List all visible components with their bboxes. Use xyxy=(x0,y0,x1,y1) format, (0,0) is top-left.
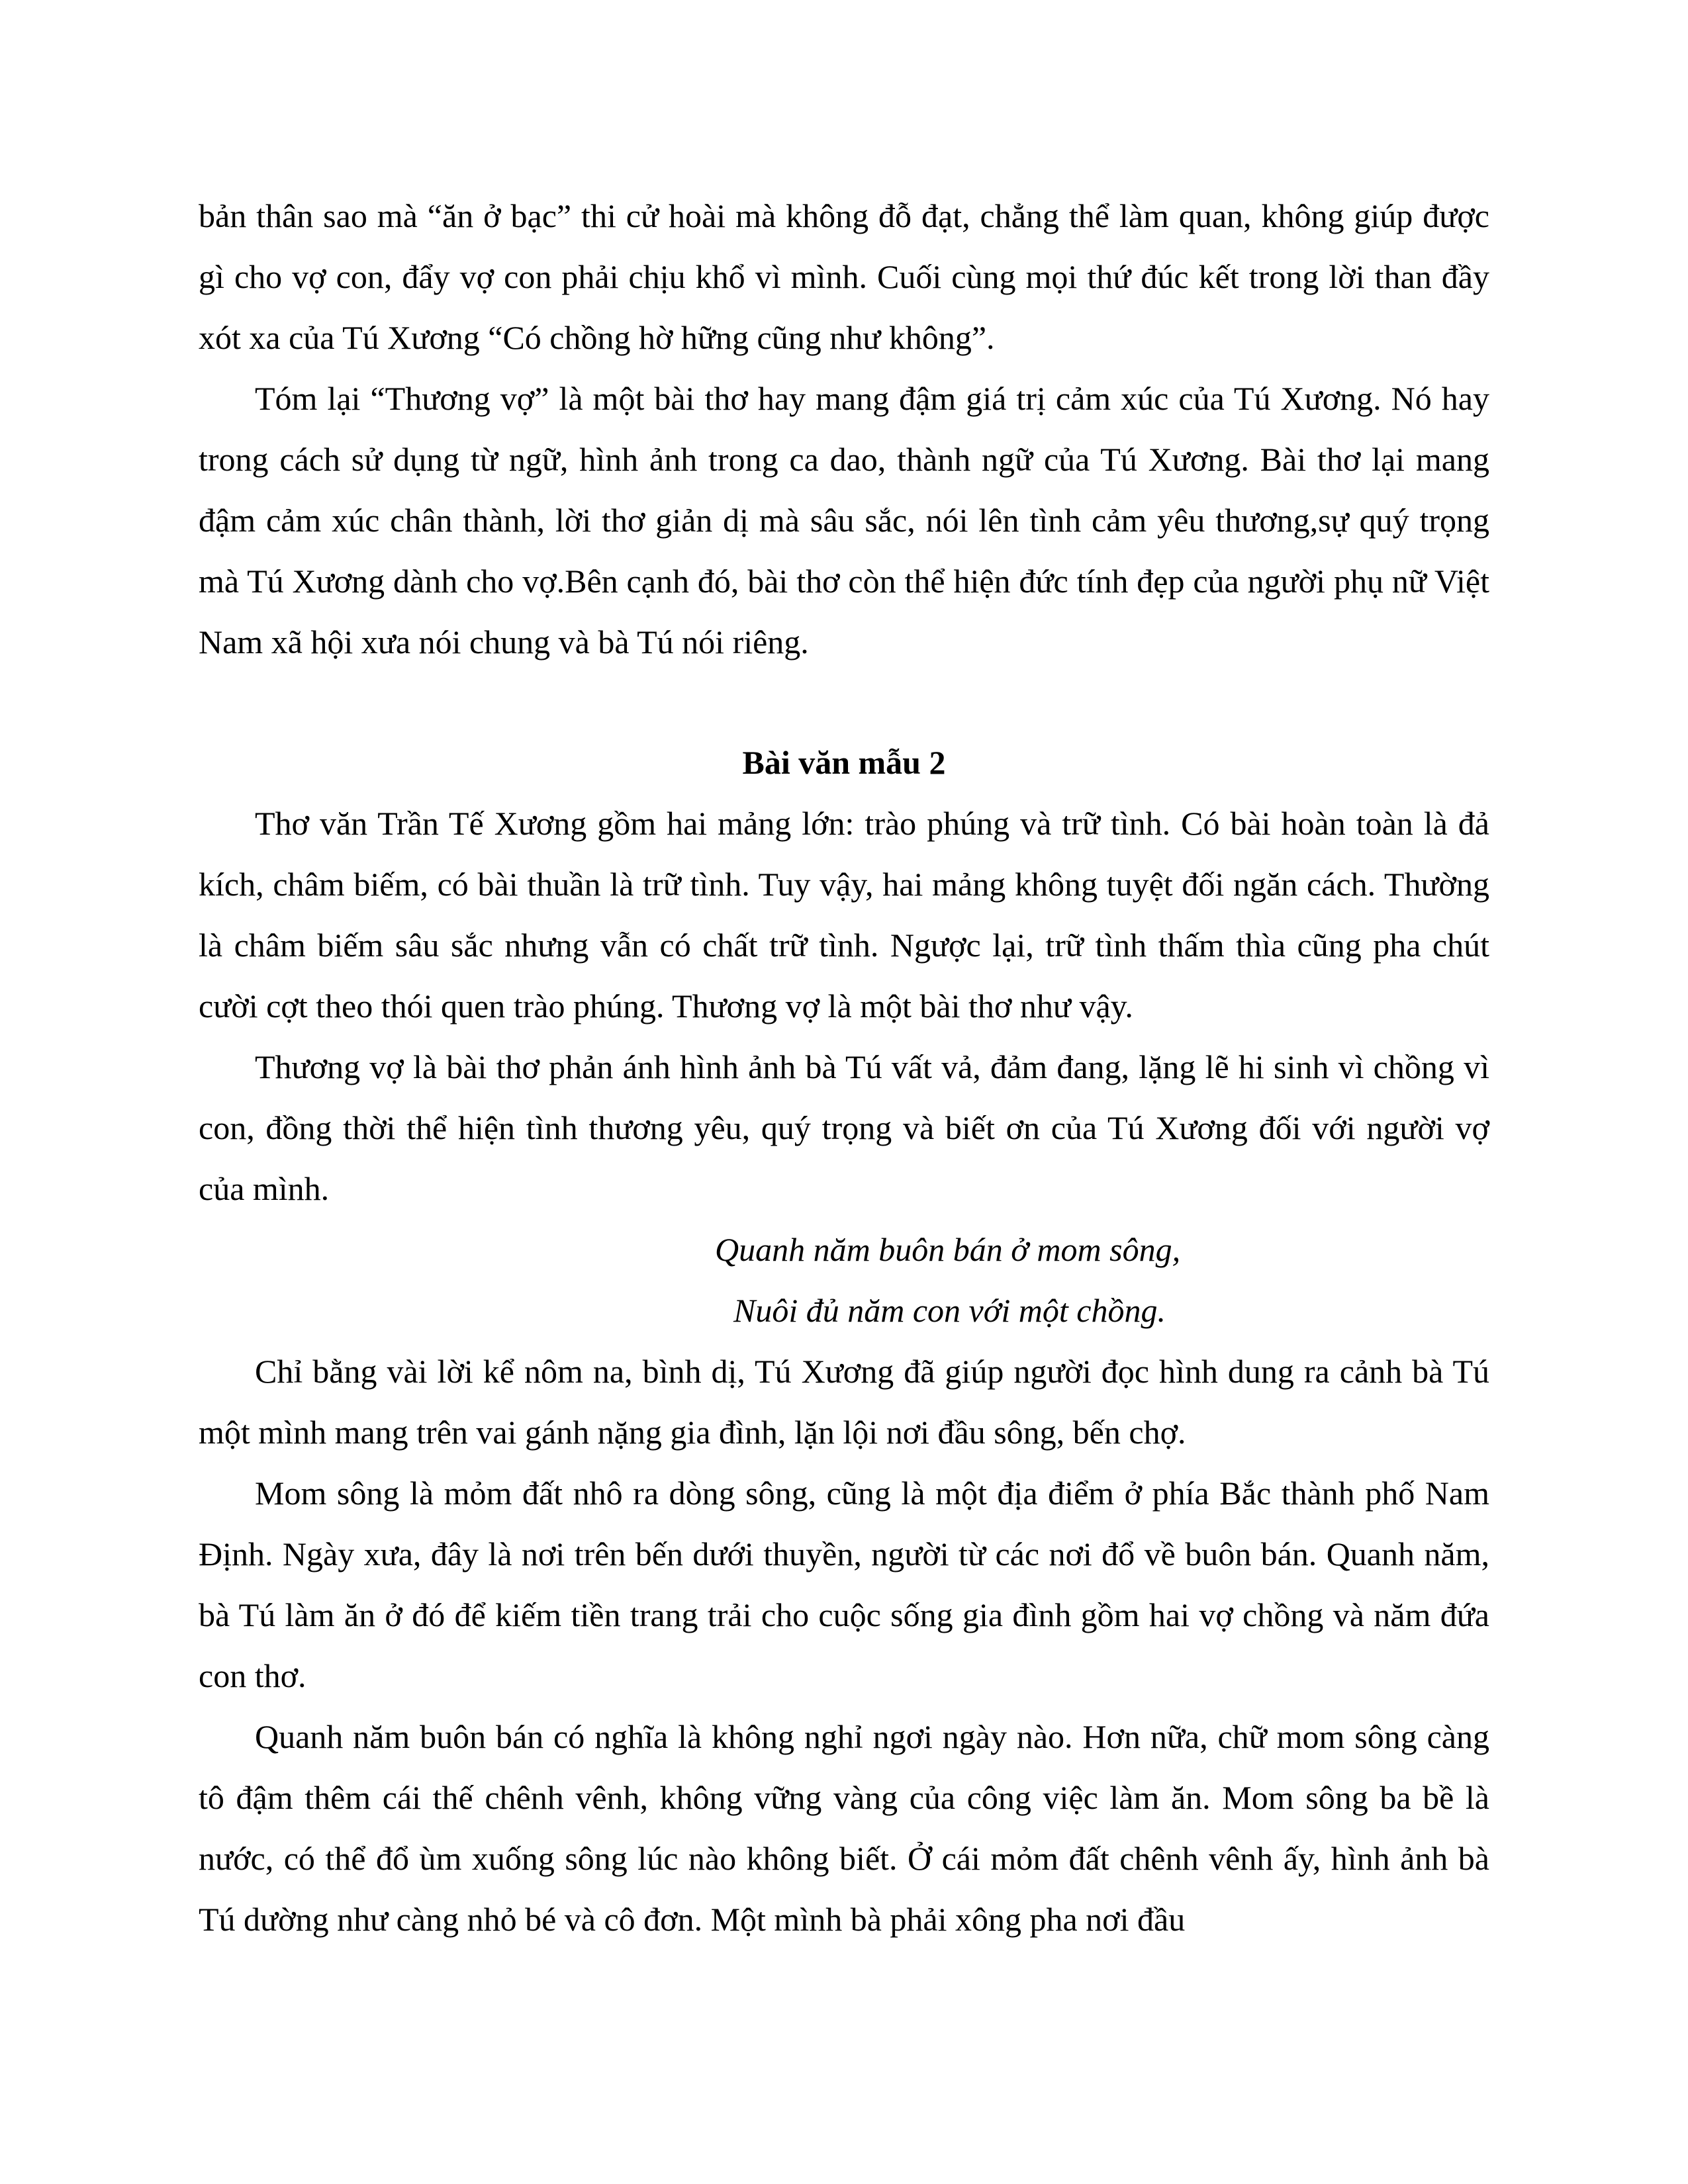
section-title: Bài văn mẫu 2 xyxy=(742,744,946,781)
paragraph: Mom sông là mỏm đất nhô ra dòng sông, cũng là một địa điểm ở phía Bắc thành phố Nam Định. Ngày xưa, đây là nơi trên bến dưới thuyền, người từ các nơi đổ về buôn bán. Quanh năm, bà Tú làm ăn ở đó để kiếm tiền trang trải cho cuộc sống gia đình gồm hai vợ chồng và năm đứa con thơ. xyxy=(199,1475,1489,1694)
paragraph: bản thân sao mà “ăn ở bạc” thi cử hoài mà không đỗ đạt, chẳng thể làm quan, không giúp được gì cho vợ con, đẩy vợ con phải chịu khổ vì mình. Cuối cùng mọi thứ đúc kết trong lời than đầy xót xa của Tú Xương “Có chồng hờ hững cũng như không”. xyxy=(199,197,1489,356)
paragraph: Tóm lại “Thương vợ” là một bài thơ hay mang đậm giá trị cảm xúc của Tú Xương. Nó hay trong cách sử dụng từ ngữ, hình ảnh trong ca dao, thành ngữ của Tú Xương. Bài thơ lại mang đậm cảm xúc chân thành, lời thơ giản dị mà sâu sắc, nói lên tình cảm yêu thương,sự quý trọng mà Tú Xương dành cho vợ.Bên cạnh đó, bài thơ còn thể hiện đức tính đẹp của người phụ nữ Việt Nam xã hội xưa nói chung và bà Tú nói riêng. xyxy=(199,380,1489,660)
verse-line: Nuôi đủ năm con với một chồng. xyxy=(733,1292,1166,1329)
verse-line: Quanh năm buôn bán ở mom sông, xyxy=(715,1231,1181,1268)
paragraph: Quanh năm buôn bán có nghĩa là không nghỉ ngơi ngày nào. Hơn nữa, chữ mom sông càng tô đậm thêm cái thế chênh vênh, không vững vàng của công việc làm ăn. Mom sông ba bề là nước, có thể đổ ùm xuống sông lúc nào không biết. Ở cái mỏm đất chênh vênh ấy, hình ảnh bà Tú dường như càng nhỏ bé và cô đơn. Một mình bà phải xông pha nơi đầu xyxy=(199,1718,1489,1938)
paragraph: Thơ văn Trần Tế Xương gồm hai mảng lớn: trào phúng và trữ tình. Có bài hoàn toàn là đả kích, châm biếm, có bài thuần là trữ tình. Tuy vậy, hai mảng không tuyệt đối ngăn cách. Thường là châm biếm sâu sắc nhưng vẫn có chất trữ tình. Ngược lại, trữ tình thấm thìa cũng pha chút cười cợt theo thói quen trào phúng. Thương vợ là một bài thơ như vậy. xyxy=(199,805,1489,1024)
paragraph: Thương vợ là bài thơ phản ánh hình ảnh bà Tú vất vả, đảm đang, lặng lẽ hi sinh vì chồng vì con, đồng thời thể hiện tình thương yêu, quý trọng và biết ơn của Tú Xương đối với người vợ của mình. xyxy=(199,1048,1489,1207)
paragraph: Chỉ bằng vài lời kể nôm na, bình dị, Tú Xương đã giúp người đọc hình dung ra cảnh bà Tú một mình mang trên vai gánh nặng gia đình, lặn lội nơi đầu sông, bến chợ. xyxy=(199,1353,1489,1451)
document-body xyxy=(199,185,1489,1950)
